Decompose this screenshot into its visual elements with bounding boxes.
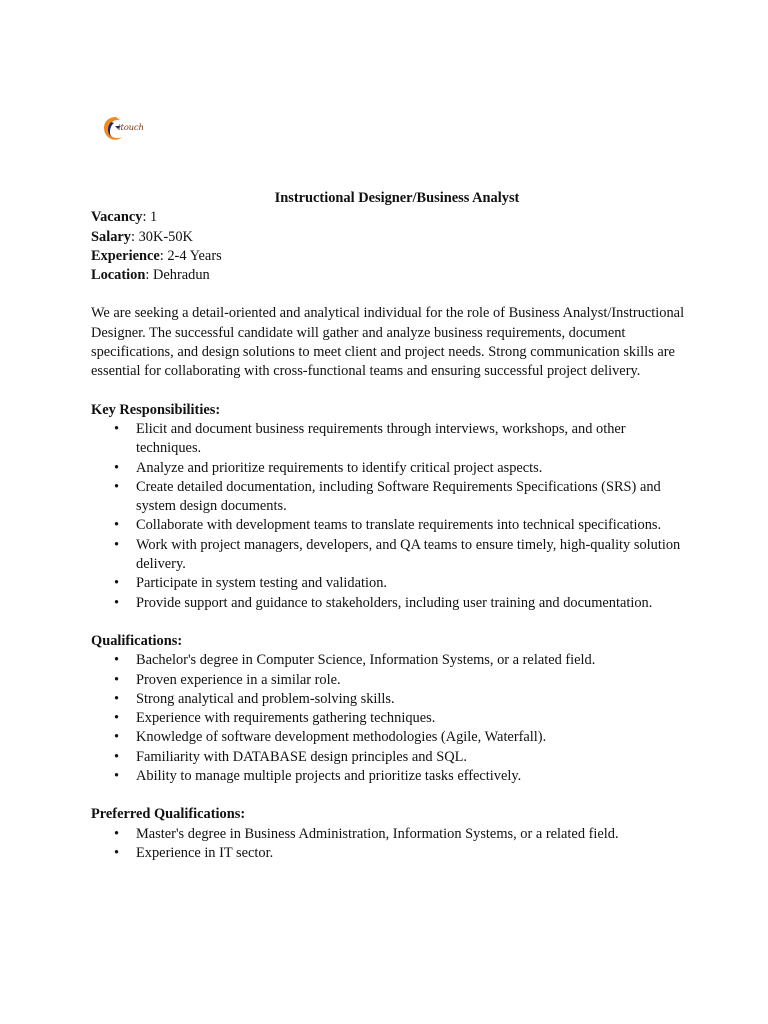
bullet-icon: •	[114, 517, 120, 534]
meta-label: Experience	[91, 247, 160, 264]
logo-wordmark: itouch	[118, 123, 144, 133]
bullet-icon: •	[114, 459, 120, 476]
bullet-icon: •	[114, 671, 120, 688]
list-item	[114, 748, 691, 767]
list-item	[114, 478, 691, 517]
section-heading: Preferred Qualifications:	[91, 806, 246, 823]
meta-label: Location	[91, 267, 146, 284]
intro-paragraph: We are seeking a detail-oriented and analytical individual for the role of Business Analyst/Instructional Designer. The successful candidate will gather and analyze business requirements, document specifications, and design solutions to meet client and project needs. Strong communication skills are essential for collaborating with cross-functional teams and ensuring successful project delivery.	[91, 305, 685, 380]
meta-value: : 2-4 Years	[159, 247, 222, 264]
bullet-icon: •	[114, 748, 120, 765]
list-item-text: Participate in system testing and validation.	[136, 575, 387, 592]
bullet-list	[91, 825, 691, 864]
list-item	[114, 825, 691, 844]
bullet-icon: •	[114, 594, 120, 611]
list-item	[114, 594, 691, 613]
list-item	[114, 459, 691, 478]
list-item-text: Master's degree in Business Administration, Information Systems, or a related field.	[136, 825, 619, 842]
list-item-text: Create detailed documentation, including Software Requirements Specifications (SRS) and system design documents.	[136, 478, 661, 515]
list-item-text: Collaborate with development teams to translate requirements into technical specifications.	[136, 517, 662, 534]
bullet-icon: •	[114, 536, 120, 553]
list-item-text: Strong analytical and problem-solving skills.	[136, 690, 395, 707]
page-title: Instructional Designer/Business Analyst	[274, 190, 520, 206]
list-item-text: Provide support and guidance to stakeholders, including user training and documentation.	[136, 594, 653, 611]
list-item-text: Work with project managers, developers, and QA teams to ensure timely, high-quality solution delivery.	[136, 536, 681, 573]
list-item-text: Ability to manage multiple projects and prioritize tasks effectively.	[136, 768, 522, 785]
list-item-text: Analyze and prioritize requirements to identify critical project aspects.	[136, 459, 543, 476]
list-item	[114, 844, 691, 863]
list-item	[114, 516, 691, 535]
list-item-text: Bachelor's degree in Computer Science, Information Systems, or a related field.	[136, 652, 596, 669]
list-item	[114, 651, 691, 670]
meta-label: Vacancy	[91, 209, 143, 226]
bullet-icon: •	[114, 575, 120, 592]
list-item	[114, 767, 691, 786]
section-heading: Qualifications:	[91, 632, 183, 649]
meta-value: : 30K-50K	[130, 228, 193, 245]
list-item	[114, 671, 691, 690]
list-item	[114, 728, 691, 747]
list-item	[114, 574, 691, 593]
meta-line	[91, 247, 691, 266]
bullet-icon: •	[114, 768, 120, 785]
meta-label: Salary	[91, 228, 131, 245]
meta-value: : Dehradun	[145, 267, 210, 284]
list-item	[114, 690, 691, 709]
meta-value: : 1	[142, 209, 158, 226]
company-logo	[100, 113, 156, 145]
bullet-icon: •	[114, 478, 120, 495]
bullet-icon: •	[114, 844, 120, 861]
bullet-icon: •	[114, 652, 120, 669]
list-item-text: Knowledge of software development methodologies (Agile, Waterfall).	[136, 729, 547, 746]
document-body	[91, 189, 691, 863]
list-item	[114, 420, 691, 459]
bullet-icon: •	[114, 729, 120, 746]
meta-line	[91, 228, 691, 247]
list-item-text: Familiarity with DATABASE design principles and SQL.	[136, 748, 468, 765]
bullet-icon: •	[114, 420, 120, 437]
bullet-icon: •	[114, 825, 120, 842]
section-heading: Key Responsibilities:	[91, 401, 221, 418]
bullet-list	[91, 651, 691, 786]
meta-block	[91, 208, 691, 285]
list-item	[114, 536, 691, 575]
list-item-text: Elicit and document business requirements through interviews, workshops, and other techniques.	[136, 420, 626, 457]
list-item-text: Experience with requirements gathering techniques.	[136, 710, 436, 727]
meta-line	[91, 266, 691, 285]
bullet-icon: •	[114, 690, 120, 707]
bullet-icon: •	[114, 710, 120, 727]
list-item-text: Proven experience in a similar role.	[136, 671, 341, 688]
bullet-list	[91, 420, 691, 613]
list-item	[114, 709, 691, 728]
sections-container	[91, 401, 691, 864]
list-item-text: Experience in IT sector.	[136, 844, 274, 861]
meta-line	[91, 208, 691, 227]
